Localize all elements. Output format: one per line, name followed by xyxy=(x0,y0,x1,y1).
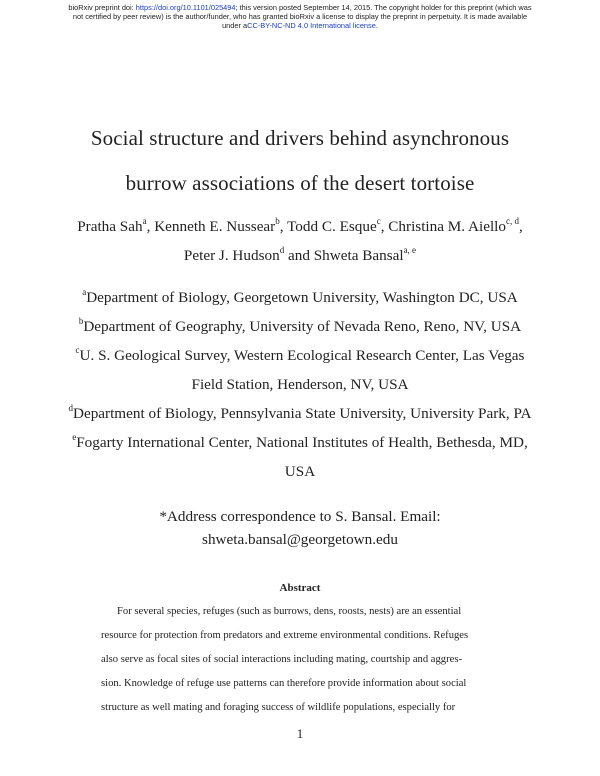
correspondence-email: shweta.bansal@georgetown.edu xyxy=(202,531,398,548)
paper-title-line-1: Social structure and drivers behind asynchronous xyxy=(90,126,510,150)
paper-title-line-2: burrow associations of the desert tortoise xyxy=(125,171,475,195)
correspondence-line-1: *Address correspondence to S. Bansal. Email: xyxy=(159,508,441,525)
preprint-banner xyxy=(40,3,560,30)
author-name: Kenneth E. Nussear xyxy=(154,218,276,235)
author-affil: d xyxy=(279,244,285,255)
banner-line-2: not certified by peer review) is the author/funder, who has granted bioRxiv a license to display the preprint in perpetuity. It is made available xyxy=(72,12,528,21)
license-link[interactable]: CC-BY-NC-ND 4.0 International license xyxy=(247,21,376,30)
affiliation-e-cont: USA xyxy=(284,463,316,480)
author-affil: a, e xyxy=(403,244,417,255)
author-name: Pratha Sah xyxy=(77,218,143,235)
banner-line-1: bioRxiv preprint doi: https://doi.org/10.1101/025494; this version posted September 14, 2015. The copyright holder for this preprint (which was xyxy=(68,3,532,12)
abstract-line: sion. Knowledge of refuge use patterns can therefore provide information about social xyxy=(101,678,467,689)
author-affil: c xyxy=(376,215,381,226)
page-number: 1 xyxy=(296,726,304,741)
abstract-line: structure as well mating and foraging success of wildlife populations, especially for xyxy=(101,702,456,713)
affiliation-c: $^c$U. S. Geological Survey, Western Ecological Research Center, Las Vegas xyxy=(75,344,525,364)
banner-line-3: under aCC-BY-NC-ND 4.0 International license. xyxy=(222,21,378,30)
author-line-2: Peter J. Hudson$^d$ and Shweta Bansal$^{a, e}$ xyxy=(183,244,417,264)
author-affil: b xyxy=(275,215,280,226)
abstract-line: For several species, refuges (such as burrows, dens, roosts, nests) are an essential xyxy=(117,606,462,617)
abstract-line: resource for protection from predators and extreme environmental conditions. Refuges xyxy=(101,630,469,641)
affiliation-e: $^e$Fogarty International Center, National Institutes of Health, Bethesda, MD, xyxy=(72,431,528,451)
author-line-1: Pratha Sah$^a$, Kenneth E. Nussear$^b$, Todd C. Esque$^c$, Christina M. Aiello$^{c, d}$, xyxy=(77,215,523,235)
author-name: Shweta Bansal xyxy=(313,247,404,264)
affiliation-b: $^b$Department of Geography, University of Nevada Reno, Reno, NV, USA xyxy=(78,315,522,335)
author-name: Todd C. Esque xyxy=(287,218,377,235)
affiliation-d: $^d$Department of Biology, Pennsylvania State University, University Park, PA xyxy=(68,402,532,422)
affiliation-c-cont: Field Station, Henderson, NV, USA xyxy=(191,376,409,393)
abstract-line: also serve as focal sites of social interactions including mating, courtship and aggres- xyxy=(101,654,462,665)
author-name: Christina M. Aiello xyxy=(388,218,506,235)
abstract-heading: Abstract xyxy=(279,582,321,594)
author-affil: c, d xyxy=(506,215,519,226)
author-name: Peter J. Hudson xyxy=(183,247,280,264)
author-affil: a xyxy=(142,215,147,226)
doi-link[interactable]: https://doi.org/10.1101/025494 xyxy=(135,3,236,12)
affiliation-a: $^a$Department of Biology, Georgetown University, Washington DC, USA xyxy=(82,286,518,306)
